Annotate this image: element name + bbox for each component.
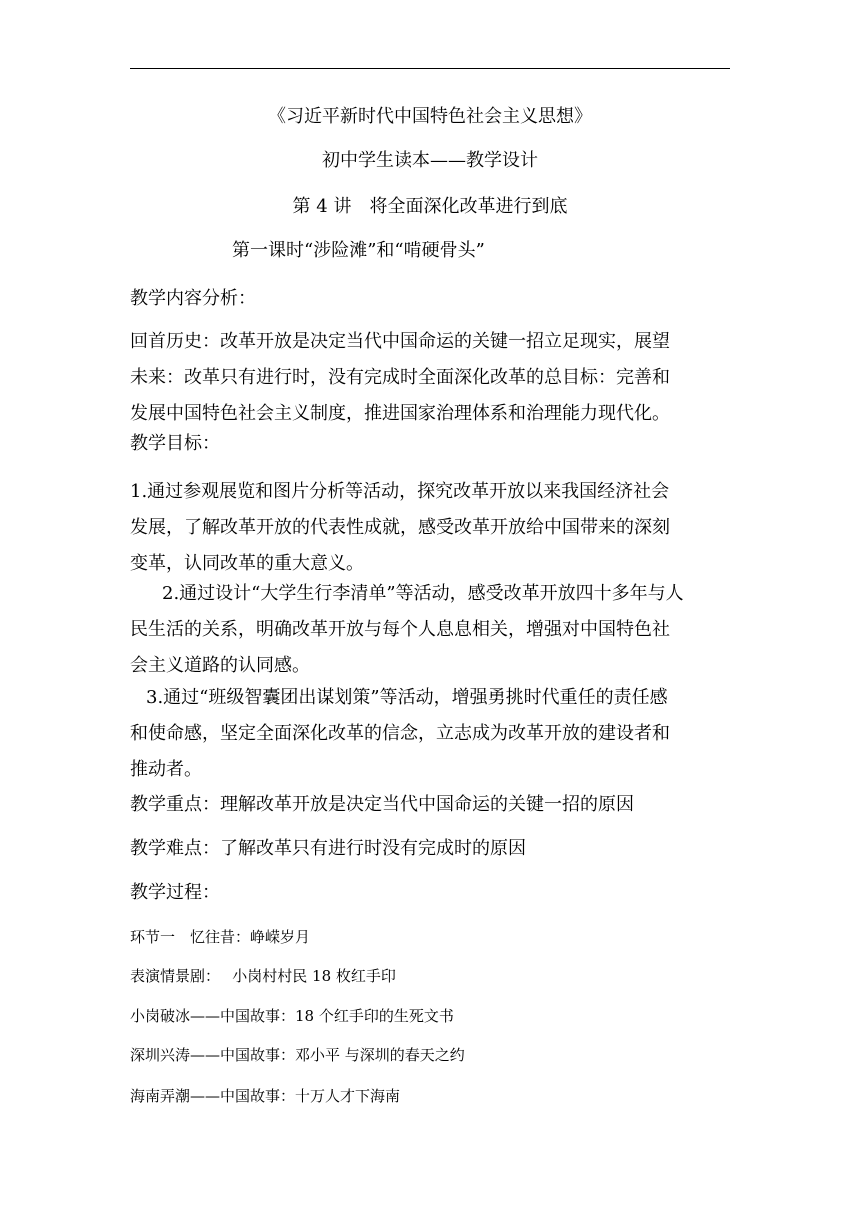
lesson-title: 第一课时“涉险滩”和“啃硬骨头” xyxy=(232,240,485,261)
lecture-title: 第 4 讲 将全面深化改革进行到底 xyxy=(292,196,568,217)
process-item: 小岗破冰——中国故事：18 个红手印的生死文书 xyxy=(130,1007,454,1025)
paragraph-line: 会主义道路的认同感。 xyxy=(130,655,310,676)
paragraph-line: 和使命感，坚定全面深化改革的信念，立志成为改革开放的建设者和 xyxy=(130,723,670,744)
paragraph-line: 发展中国特色社会主义制度，推进国家治理体系和治理能力现代化。 xyxy=(130,403,670,424)
document-subtitle: 初中学生读本——教学设计 xyxy=(322,150,538,171)
process-item: 环节一 忆往昔：峥嵘岁月 xyxy=(130,928,311,946)
process-item: 海南弄潮——中国故事：十万人才下海南 xyxy=(130,1087,401,1105)
paragraph-line: 变革，认同改革的重大意义。 xyxy=(130,553,364,574)
process-item: 表演情景剧： 小岗村村民 18 枚红手印 xyxy=(130,967,396,985)
paragraph-line: 回首历史：改革开放是决定当代中国命运的关键一招立足现实，展望 xyxy=(130,331,670,352)
objective-item-1 xyxy=(130,474,730,582)
header-rule xyxy=(130,68,730,69)
content-analysis-paragraph xyxy=(130,324,730,432)
process-item: 深圳兴涛——中国故事：邓小平 与深圳的春天之约 xyxy=(130,1046,465,1064)
document-title: 《习近平新时代中国特色社会主义思想》 xyxy=(268,106,592,127)
content-analysis-heading: 教学内容分析： xyxy=(130,288,256,309)
process-heading: 教学过程： xyxy=(130,882,220,903)
paragraph-line: 推动者。 xyxy=(130,759,202,780)
paragraph-line: 民生活的关系，明确改革开放与每个人息息相关，增强对中国特色社 xyxy=(130,619,670,640)
paragraph-line: 3.通过“班级智囊团出谋划策”等活动，增强勇挑时代重任的责任感 xyxy=(146,687,668,708)
paragraph-line: 2.通过设计“大学生行李清单”等活动，感受改革开放四十多年与人 xyxy=(162,583,684,604)
paragraph-line: 未来：改革只有进行时，没有完成时全面深化改革的总目标：完善和 xyxy=(130,367,670,388)
objective-item-2 xyxy=(130,576,730,684)
paragraph-line: 1.通过参观展览和图片分析等活动，探究改革开放以来我国经济社会 xyxy=(130,481,670,502)
objective-item-3 xyxy=(130,680,730,788)
difficult-point: 教学难点：了解改革只有进行时没有完成时的原因 xyxy=(130,838,526,859)
objectives-heading: 教学目标： xyxy=(130,433,220,454)
key-point: 教学重点：理解改革开放是决定当代中国命运的关键一招的原因 xyxy=(130,794,634,815)
paragraph-line: 发展，了解改革开放的代表性成就，感受改革开放给中国带来的深刻 xyxy=(130,517,670,538)
